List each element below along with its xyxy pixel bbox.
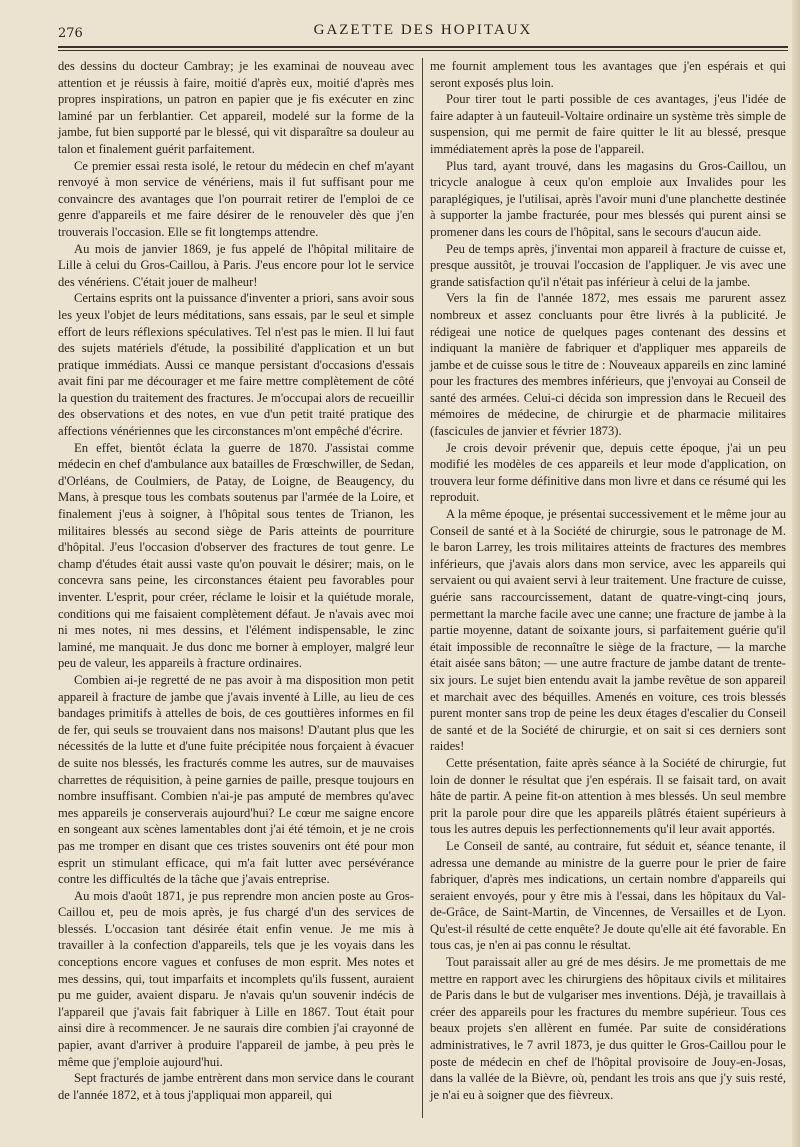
paragraph: Vers la fin de l'année 1872, mes essais me parurent assez nombreux et assez concluants pour être livrés à la publicité. Je rédigeai une notice de quelques pages contenant des dessins et indiquant la manière de fabriquer et d'appliquer mes appareils de jambe et de cuisse sous le titre de : Nouveaux appareils en zinc laminé pour les fractures des membres inférieurs, que j'envoyai au Conseil de santé des armées. Celui-ci décida son impression dans le Recueil des mémoires de médecine, de chirurgie et de pharmacie militaires (fascicules de janvier et février 1873). xyxy=(430,291,786,439)
column-divider xyxy=(422,58,423,1118)
journal-title: GAZETTE DES HOPITAUX xyxy=(313,22,533,38)
paragraph: Je crois devoir prévenir que, depuis cette époque, j'ai un peu modifié les modèles de ces appareils et leur mode d'application, on trouvera leur forme définitive dans mon livre et dans ce résumé qui les reproduit. xyxy=(430,440,787,505)
paragraph: A la même époque, je présentai successivement et le même jour au Conseil de santé et à la Société de chirurgie, sous le patronage de M. le baron Larrey, les trois militaires atteints de fractures des membres inférieurs, que j'avais alors dans mon service, avec les appareils qui servaient ou qui avaient servi à leur traitement. Une fracture de cuisse, guérie sans raccourcissement, datant de quatre-vingt-cinq jours, permettant la marche facile avec une canne; une fracture de jambe à la partie moyenne, datant de soixante jours, si parfaitement guérie qu'il était impossible de reconnaître le siège de la fracture, — la marche était aisée sans bâton; — une autre fracture de jambe datant de trente-six jours. Le sujet bien entendu avait la jambe revêtue de son appareil et marchait avec des béquilles. Amenés en voiture, ces trois blessés purent monter sans trop de peine les deux étages d'escalier du Conseil de santé et de la Société de chirurgie, et on sait si ces derniers sont raides! xyxy=(430,507,786,754)
paragraph: Au mois d'août 1871, je pus reprendre mon ancien poste au Gros-Caillou et, peu de mois après, je fus chargé d'un des services de blessés. L'occasion tant désirée était enfin venue. Je me mis à travailler à la confection d'appareils, tels que je les voyais dans les conceptions encore vagues et confuses de mon esprit. Mes notes et mes dessins, qui, tout imparfaits et incomplets qu'ils fussent, auraient pu me guider, avaient disparu. Je n'avais qu'un souvenir indécis de l'appareil que j'avais fait fabriquer à Lille en 1867. Tout était pour ainsi dire à recommencer. Je ne saurais dire combien j'ai crayonné de papier, avant d'arriver à produire l'appareil de jambe, à peu près le même que j'emploie aujourd'hui. xyxy=(58,888,414,1069)
paragraph: Peu de temps après, j'inventai mon appareil à fracture de cuisse et, presque aussitôt, je trouvai l'occasion de l'appliquer. Je vis avec une grande satisfaction qu'il n'était pas inférieur à celui de la jambe. xyxy=(430,241,786,289)
paragraph: Le Conseil de santé, au contraire, fut séduit et, séance tenante, il adressa une demande au ministre de la guerre pour le prier de faire fabriquer, d'après mes indications, un certain nombre d'appareils qui seraient envoyés, pour y être mis à l'essai, dans les hôpitaux du Val-de-Grâce, de Saint-Martin, de Vincennes, de Versailles et de Lyon. Qu'est-il résulté de cette enquête? Je doute qu'elle ait été favorable. En tous cas, je n'en ai pas connu le résultat. xyxy=(430,838,786,953)
left-column xyxy=(58,58,414,1103)
right-column xyxy=(430,58,786,1103)
paragraph: des dessins du docteur Cambray; je les examinai de nouveau avec attention et je réussis à faire, moitié d'après eux, moitié d'après mes propres inspirations, un patron en papier que je fis exécuter en zinc laminé par un ferblantier. Cet appareil, modelé sur la forme de la jambe, fut bien supporté par le blessé, qui vit disparaître sa douleur au talon et finalement guérit parfaitement. xyxy=(58,59,414,156)
paragraph: Au mois de janvier 1869, je fus appelé de l'hôpital militaire de Lille à celui du Gros-Caillou, à Paris. J'eus encore pour lot le service des vénériens. C'était jouer de malheur! xyxy=(58,241,414,289)
header-rule xyxy=(58,46,788,48)
page-edge xyxy=(792,0,800,1147)
paragraph: me fournit amplement tous les avantages que j'en espérais et qui seront exposés plus loin. xyxy=(430,59,786,90)
page-number: 276 xyxy=(58,26,83,41)
paragraph: Combien ai-je regretté de ne pas avoir à ma disposition mon petit appareil à fracture de jambe que j'avais inventé à Lille, au lieu de ces bandages primitifs à attelles de bois, de ces gouttières informes en fil de fer, qui seuls se trouvaient dans nos maisons! D'autant plus que les nécessités de la lutte et d'une fuite précipitée nous forçaient à évacuer de suite nos blessés, les fracturés comme les autres, sur de mauvaises charrettes de réquisition, à peine garnies de paille, presque toujours en nombre insuffisant. Combien n'ai-je pas amputé de membres qu'avec mes appareils je conserverais aujourd'hui? Le cœur me saigne encore en songeant aux scènes lamentables dont j'ai été témoin, et je ne crois pas me tromper en disant que ces tristes souvenirs ont été pour mon esprit un stimulant efficace, qui m'a fait lutter avec persévérance contre les difficultés de la tâche que j'avais entreprise. xyxy=(58,672,414,887)
paragraph: En effet, bientôt éclata la guerre de 1870. J'assistai comme médecin en chef d'ambulance aux batailles de Frœschwiller, de Sedan, d'Orléans, de Coulmiers, de Patay, de Loigne, de Beaugency, du Mans, à presque tous les combats soutenus par l'armée de la Loire, et finalement j'eus à soigner, à l'hôpital sous tentes de Trianon, les militaires blessés au second siège de Paris atteints de pourriture d'hôpital. J'eus l'occasion d'observer des fractures de tout genre. Le champ d'études était aussi vaste qu'on pouvait le désirer; mais, on le concevra sans peine, les circonstances étaient peu favorables pour inventer. L'esprit, pour créer, réclame le loisir et la quiétude morale, conditions qui me faisaient complètement défaut. Je n'avais avec moi ni mes notes, ni mes dessins, et l'élément indispensable, le zinc laminé, me manquait. Je dus donc me borner à employer, malgré leur peu de valeur, les appareils à fracture ordinaires. xyxy=(58,440,414,671)
paragraph: Plus tard, ayant trouvé, dans les magasins du Gros-Caillou, un tricycle analogue à ceux qu'on emploie aux Invalides pour les paraplégiques, je l'utilisai, après l'avoir muni d'une planchette destinée à supporter la jambe fracturée, pour mes blessés qui purent ainsi se promener dans les cours de l'hôpital, sans le secours d'aucun aide. xyxy=(430,158,786,239)
header-rule-thin xyxy=(58,50,788,51)
page-header xyxy=(58,18,788,42)
paragraph: Tout paraissait aller au gré de mes désirs. Je me promettais de me mettre en rapport avec les chirurgiens des hôpitaux civils et militaires de Paris dans le but de vulgariser mes inventions. Déjà, je travaillais à créer des appareils pour les fractures du membre supérieur. Tous ces beaux projets s'en allèrent en fumée. Par suite de considérations administratives, le 7 avril 1873, je dus quitter le Gros-Caillou pour le poste de médecin en chef de l'hôpital provisoire de Jouy-en-Josas, dans la vallée de la Bièvre, où, pendant les trois ans que j'y suis resté, je n'ai eu à soigner que des fièvreux. xyxy=(430,955,786,1102)
paragraph: Pour tirer tout le parti possible de ces avantages, j'eus l'idée de faire adapter à un fauteuil-Voltaire ordinaire un système très simple de suspension, qui me permit de faire quitter le lit au blessé, presque immédiatement après la pose de l'appareil. xyxy=(430,92,786,156)
paragraph: Ce premier essai resta isolé, le retour du médecin en chef m'ayant renvoyé à mon service de vénériens, mais il fut suffisant pour me convaincre des avantages que l'on pourrait retirer de l'emploi de ce genre d'appareils et me faire désirer de le renouveler dès que j'en trouverais l'occasion. Elle se fit longtemps attendre. xyxy=(58,158,414,239)
paragraph: Certains esprits ont la puissance d'inventer a priori, sans avoir sous les yeux l'objet de leurs méditations, sans essais, par le seul et simple effort de leurs réflexions spéculatives. Tel n'est pas le mien. Il lui faut des sujets matériels d'étude, la possibilité d'application et un but pratique immédiats. Aussi ce manque persistant d'occasions d'essais avait fini par me décourager et me faire mettre complètement de côté la question du traitement des fractures. Je m'occupai alors de recueillir des observations et des notes, en vue d'un petit traité pratique des affections vénériennes que les circonstances m'ont empêché d'écrire. xyxy=(58,291,414,439)
paragraph: Cette présentation, faite après séance à la Société de chirurgie, fut loin de donner le résultat que j'en espérais. Il se faisait tard, on avait hâte de partir. A peine fit-on attention à mes blessés. Un seul membre prit la parole pour dire que les appareils plâtrés étaient supérieurs à tous les autres depuis les perfectionnements qu'il leur avait apportés. xyxy=(430,755,786,837)
paragraph: Sept fracturés de jambe entrèrent dans mon service dans le courant de l'année 1872, et à tous j'appliquai mon appareil, qui xyxy=(58,1071,414,1102)
